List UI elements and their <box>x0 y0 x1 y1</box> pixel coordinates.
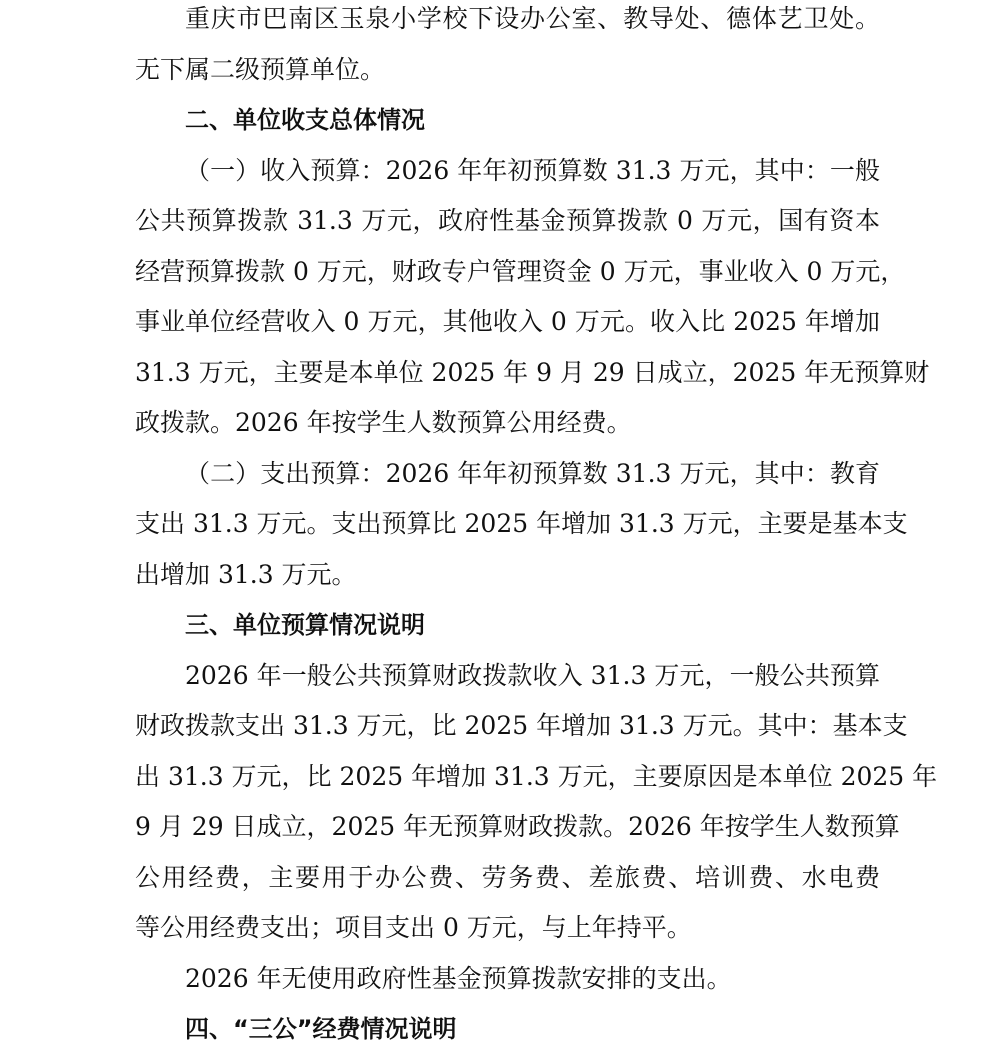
paragraph-line: （一）收入预算：2026 年年初预算数 31.3 万元，其中：一般 <box>185 155 880 185</box>
section-heading: 二、单位收支总体情况 <box>185 106 425 134</box>
paragraph-line: 2026 年一般公共预算财政拨款收入 31.3 万元，一般公共预算 <box>185 660 880 690</box>
paragraph-line: 等公用经费支出；项目支出 0 万元，与上年持平。 <box>135 913 692 942</box>
paragraph-line: （二）支出预算：2026 年年初预算数 31.3 万元，其中：教育 <box>185 458 880 488</box>
paragraph-line: 出 31.3 万元，比 2025 年增加 31.3 万元，主要原因是本单位 2025 年 <box>135 761 938 791</box>
section-heading: 三、单位预算情况说明 <box>185 611 425 639</box>
paragraph-line: 2026 年无使用政府性基金预算拨款安排的支出。 <box>185 963 732 993</box>
paragraph-line: 9 月 29 日成立，2025 年无预算财政拨款。2026 年按学生人数预算 <box>135 812 900 841</box>
paragraph-line: 政拨款。2026 年按学生人数预算公用经费。 <box>135 408 632 437</box>
paragraph-line: 公用经费，主要用于办公费、劳务费、差旅费、培训费、水电费 <box>135 862 880 892</box>
document-body <box>135 0 938 1055</box>
paragraph-line: 事业单位经营收入 0 万元，其他收入 0 万元。收入比 2025 年增加 <box>135 307 880 336</box>
paragraph-line: 经营预算拨款 0 万元，财政专户管理资金 0 万元，事业收入 0 万元， <box>135 256 906 286</box>
paragraph-line: 出增加 31.3 万元。 <box>135 559 357 589</box>
paragraph-line: 财政拨款支出 31.3 万元，比 2025 年增加 31.3 万元。其中：基本支 <box>135 711 908 740</box>
section-heading: 四、“三公”经费情况说明 <box>185 1015 457 1043</box>
paragraph-line: 支出 31.3 万元。支出预算比 2025 年增加 31.3 万元，主要是基本支 <box>135 509 908 538</box>
paragraph-line: 重庆市巴南区玉泉小学校下设办公室、教导处、德体艺卫处。 <box>185 4 880 33</box>
paragraph-line: 无下属二级预算单位。 <box>135 54 386 84</box>
paragraph-line: 31.3 万元，主要是本单位 2025 年 9 月 29 日成立，2025 年无预算财 <box>135 357 930 387</box>
paragraph-line: 公共预算拨款 31.3 万元，政府性基金预算拨款 0 万元，国有资本 <box>135 206 880 235</box>
